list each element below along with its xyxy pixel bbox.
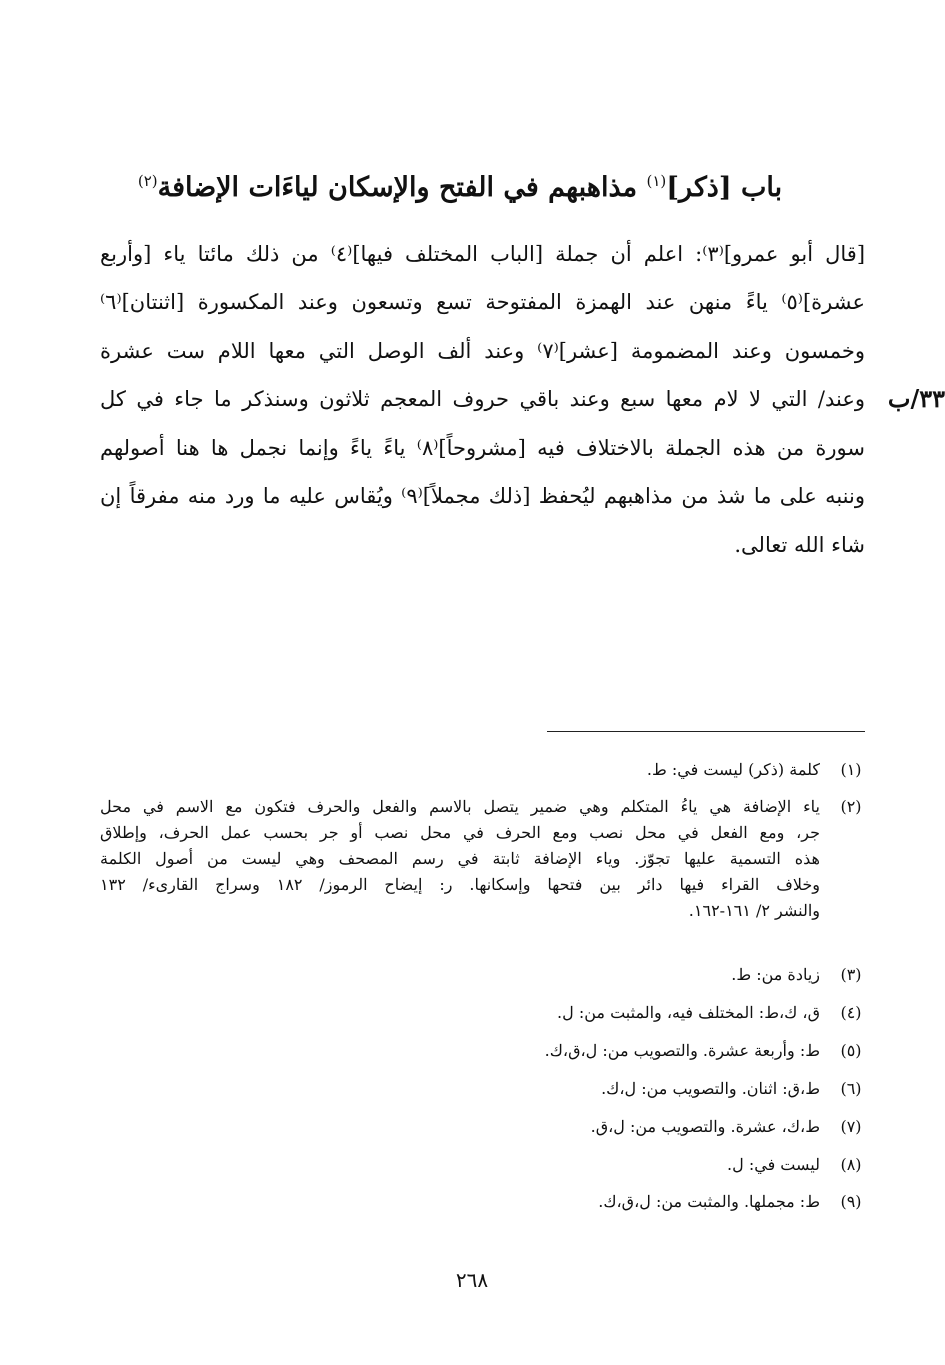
footnote-number: (٦) <box>840 1079 862 1098</box>
footnote-text-line: ط: وأربعة عشرة. والتصويب من: ل،ق،ك. <box>544 1041 820 1060</box>
footnote-item <box>100 1076 870 1102</box>
body-line: سورة من هذه الجملة بالاختلاف فيه [مشروحاً]⁽٨⁾ ياءً ياءً وإنما نجمل ها هنا أصولهم <box>100 436 865 460</box>
footnote-text-line: ياء الإضافة هي ياءُ المتكلم وهي ضمير يتصل بالاسم والفعل والحرف فتكون مع الاسم في محل <box>100 797 820 816</box>
title-text-part2: مذاهبهم في الفتح والإسكان لياءَات الإضافة <box>157 172 647 203</box>
footnote-item <box>100 1189 870 1215</box>
footnote-item <box>100 757 870 783</box>
footnote-text-line: ق، ك،ط: المختلف فيه، والمثبت من: ل. <box>557 1003 820 1022</box>
body-line: [قال أبو عمرو]⁽٣⁾: اعلم أن جملة [الباب المختلف فيها]⁽٤⁾ من ذلك مائتا ياء [وأربع <box>100 242 866 266</box>
footnote-number: (٧) <box>840 1117 862 1136</box>
footnote-number: (٤) <box>840 1003 862 1022</box>
footnote-item <box>100 794 870 924</box>
footnote-text-line: ليست في: ل. <box>727 1155 820 1174</box>
footnote-item <box>100 1000 870 1026</box>
footnote-item <box>100 1114 870 1140</box>
footnote-marker-2: (٢) <box>137 172 158 190</box>
footnote-number: (٩) <box>840 1192 862 1211</box>
footnote-number: (٥) <box>840 1041 862 1060</box>
manuscript-folio-reference: ٣٣/ب <box>887 384 945 413</box>
footnote-item <box>100 1038 870 1064</box>
body-line: وننبه على ما شذ من مذاهبهم ليُحفظ [ذلك مجملاً]⁽٩⁾ ويُقاس عليه ما ورد منه مفرقاً إن <box>100 484 866 508</box>
footnote-text-line: هذه التسمية عليها تجوّز. وياء الإضافة ثابتة في رسم المصحف وهي ليست من أصول الكلمة <box>100 849 820 868</box>
chapter-title <box>100 168 820 208</box>
body-line: وخمسون وعند المضمومة [عشر]⁽٧⁾ وعند ألف الوصل التي معها اللام ست عشرة <box>100 339 865 363</box>
footnote-text-line: جر، ومع الفعل في محل نصب ومع الحرف في محل نصب أو جر بحسب عمل الحرف، وإطلاق <box>100 823 820 842</box>
footnote-text-line: وخلاف القراء فيها دائر بين فتحها وإسكانها. ر: إيضاح الرموز/ ١٨٢ وسراج القارىء/ ١٣٢ <box>100 875 820 894</box>
footnote-number: (٣) <box>840 965 862 984</box>
footnote-text-line: كلمة (ذكر) ليست في: ط. <box>646 760 820 779</box>
footnote-text-line: ط: مجملها. والمثبت من: ل،ق،ك. <box>598 1192 820 1211</box>
footnote-item <box>100 1152 870 1178</box>
footnote-text-line: والنشر ٢/ ١٦١-١٦٢. <box>688 901 820 920</box>
body-line: وعند/ التي لا لام معها سبع وعند باقي حروف المعجم ثلاثون وسنذكر ما جاء في كل <box>100 387 865 411</box>
footnote-number: (٢) <box>840 797 862 816</box>
footnote-separator <box>547 731 865 732</box>
footnote-marker-1: (١) <box>646 172 667 190</box>
footnote-text-line: زيادة من: ط. <box>731 965 820 984</box>
footnote-item <box>100 962 870 988</box>
footnote-text-line: ط،ق: اثنان. والتصويب من: ل،ك. <box>601 1079 820 1098</box>
title-text-part1: باب [ذكر] <box>666 172 783 203</box>
footnote-text-line: ط،ك، عشرة. والتصويب من: ل،ق. <box>590 1117 820 1136</box>
footnote-number: (٨) <box>840 1155 862 1174</box>
page-number: ٢٦٨ <box>455 1268 489 1292</box>
footnote-number: (١) <box>840 760 862 779</box>
body-line: عشرة]⁽٥⁾ ياءً منهن عند الهمزة المفتوحة تسع وتسعون وعند المكسورة [اثنتان]⁽٦⁾ <box>100 290 865 314</box>
body-line: شاء الله تعالى. <box>734 533 865 557</box>
